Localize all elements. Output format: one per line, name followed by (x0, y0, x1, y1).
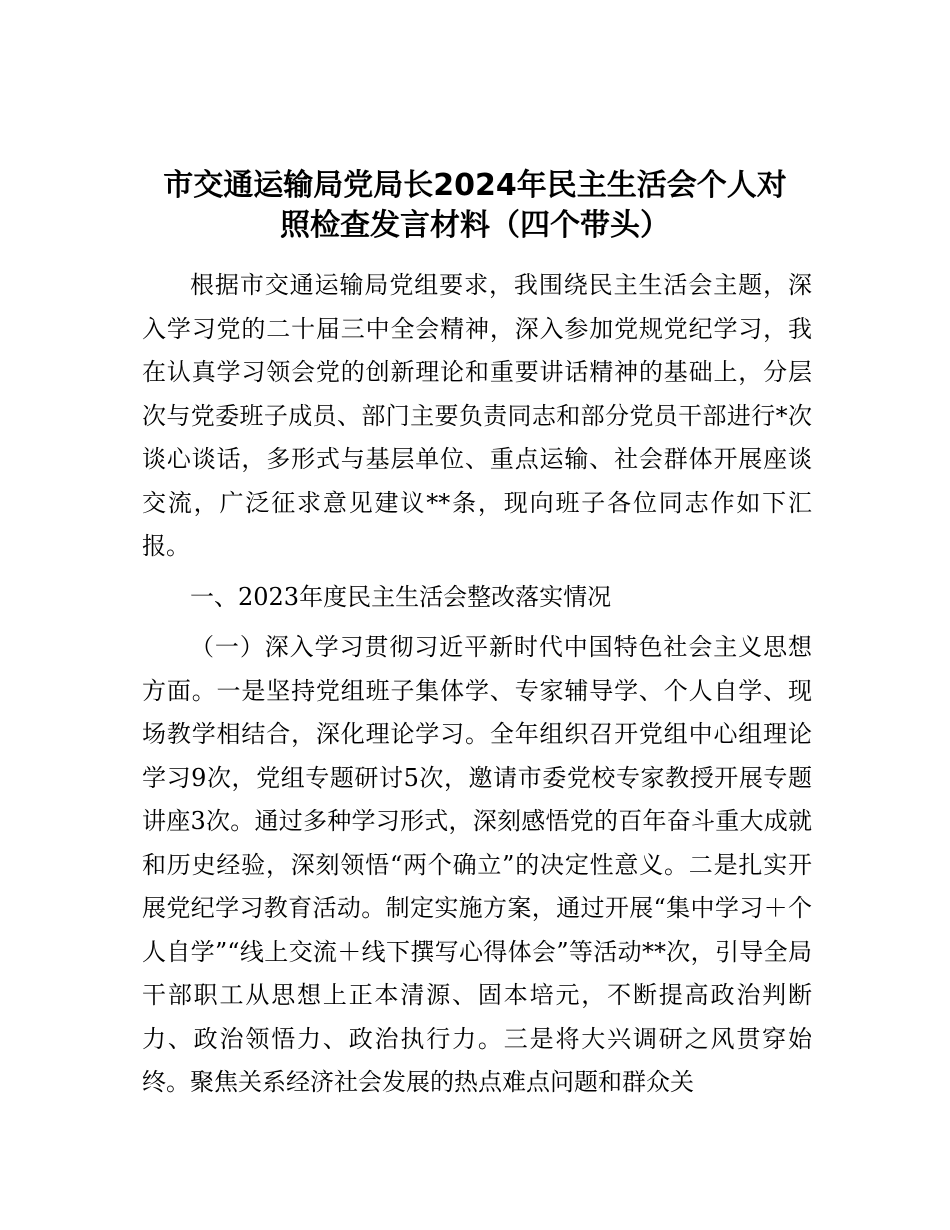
document-body (142, 264, 812, 1105)
intro-paragraph: 根据市交通运输局党组要求，我围绕民主生活会主题，深入学习党的二十届三中全会精神，深入参加党规党纪学习，我在认真学习领会党的创新理论和重要讲话精神的基础上，分层次与党委班子成员、部门主要负责同志和部分党员干部进行*次谈心谈话，多形式与基层单位、重点运输、社会群体开展座谈交流，广泛征求意见建议**条，现向班子各位同志作如下汇报。 (142, 271, 812, 560)
title-line-1: 市交通运输局党局长2024年民主生活会个人对 (163, 168, 787, 203)
section-paragraph: （一）深入学习贯彻习近平新时代中国特色社会主义思想方面。一是坚持党组班子集体学、专家辅导学、个人自学、现场教学相结合，深化理论学习。全年组织召开党组中心组理论学习9次，党组专题研讨5次，邀请市委党校专家教授开展专题讲座3次。通过多种学习形式，深刻感悟党的百年奋斗重大成就和历史经验，深刻领悟“两个确立”的决定性意义。二是扎实开展党纪学习教育活动。制定实施方案，通过开展“集中学习＋个人自学”“线上交流＋线下撰写心得体会”等活动**次，引导全局干部职工从思想上正本清源、固本培元，不断提高政治判断力、政治领悟力、政治执行力。三是将大兴调研之风贯穿始终。聚焦关系经济社会发展的热点难点问题和群众关 (142, 633, 812, 1096)
section-heading: 一、2023年度民主生活会整改落实情况 (190, 582, 612, 611)
document-title (130, 166, 820, 246)
title-line-2: 照检查发言材料（四个带头） (280, 208, 670, 243)
